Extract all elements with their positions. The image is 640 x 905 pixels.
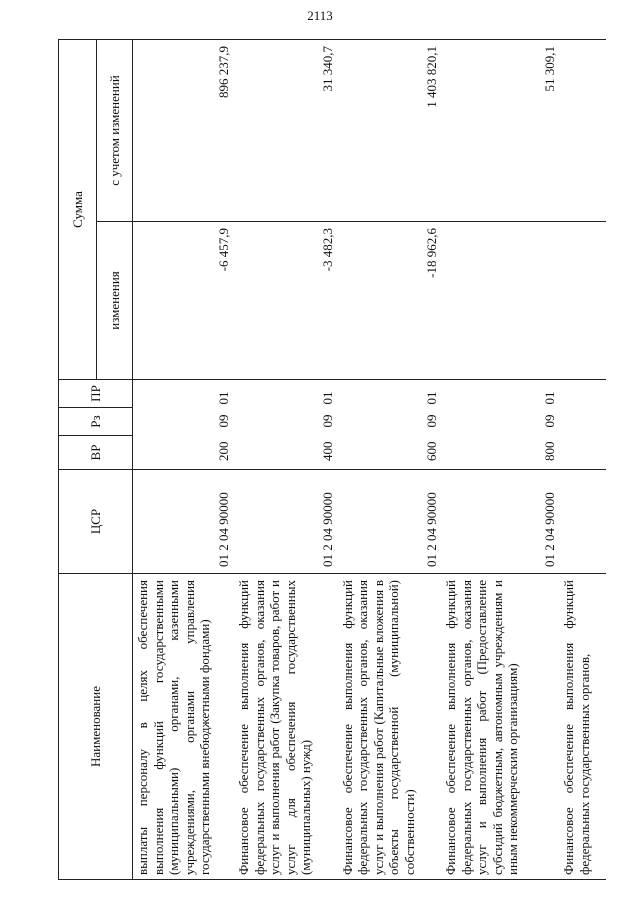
row-vr: 800 — [541, 441, 557, 461]
header-change: изменения — [97, 222, 133, 380]
row-vr: 200 — [216, 441, 232, 461]
row-pr: 01 — [423, 391, 439, 405]
row-change: -6 457,9 — [133, 222, 234, 380]
row-change: -3 482,3 — [234, 222, 338, 380]
header-rz: Рз — [59, 408, 133, 436]
row-csr: 01 2 04 90000 — [133, 470, 234, 574]
row-change: -18 962,6 — [338, 222, 442, 380]
row-rz: 09 — [319, 414, 335, 428]
header-csr: ЦСР — [59, 470, 133, 574]
row-csr: 01 2 04 90000 — [338, 470, 442, 574]
row-codes — [441, 380, 559, 470]
table-row — [441, 40, 559, 880]
budget-table — [58, 39, 606, 880]
table-row — [338, 40, 442, 880]
row-name: Финансовое обеспечение выполнения функций федеральных государственных органов, оказания услуг и выполнения работ (Закупка товаров, работ и услуг для обеспечения государственных (муниципальных) нужд) — [234, 574, 338, 880]
row-vr: 400 — [319, 441, 335, 461]
row-csr: 01 2 04 90000 — [234, 470, 338, 574]
row-with-changes — [559, 40, 606, 222]
row-pr: 01 — [319, 391, 335, 405]
row-with-changes: 31 340,7 — [234, 40, 338, 222]
row-with-changes: 896 237,9 — [133, 40, 234, 222]
header-pr: ПР — [59, 380, 133, 408]
row-pr: 01 — [216, 391, 232, 405]
row-codes — [559, 380, 606, 470]
row-rz: 09 — [216, 414, 232, 428]
row-name: выплаты персоналу в целях обеспечения выполнения функций государственными (муниципальными) органами, казенными учреждениями, органами управления государственными внебюджетными фондами) — [133, 574, 234, 880]
row-codes — [338, 380, 442, 470]
row-with-changes: 51 309,1 — [441, 40, 559, 222]
header-name: Наименование — [59, 574, 133, 880]
row-name: Финансовое обеспечение выполнения функций федеральных государственных органов, оказания услуг и выполнения работ (Предоставление субсидий бюджетным, автономным учреждениям и иным некоммерческим организациям) — [441, 574, 559, 880]
row-csr — [559, 470, 606, 574]
row-with-changes: 1 403 820,1 — [338, 40, 442, 222]
rotated-page-content — [58, 40, 606, 880]
row-pr: 01 — [541, 391, 557, 405]
row-vr: 600 — [423, 441, 439, 461]
header-with-changes: с учетом изменений — [97, 40, 133, 222]
row-csr: 01 2 04 90000 — [441, 470, 559, 574]
header-sum: Сумма — [59, 40, 97, 380]
row-codes — [133, 380, 234, 470]
row-rz: 09 — [541, 414, 557, 428]
row-change — [559, 222, 606, 380]
row-codes — [234, 380, 338, 470]
table-row — [234, 40, 338, 880]
row-name: Финансовое обеспечение выполнения функций федеральных государственных органов, оказания услуг и выполнения работ (Капитальные вложения в объекты государственной (муниципальной) собственности) — [338, 574, 442, 880]
row-change — [441, 222, 559, 380]
row-name: Финансовое обеспечение выполнения функций федеральных государственных органов, — [559, 574, 606, 880]
page-number: 2113 — [307, 8, 333, 23]
table-row — [133, 40, 234, 880]
header-vr: ВР — [59, 436, 133, 470]
row-rz: 09 — [423, 414, 439, 428]
table-row — [559, 40, 606, 880]
